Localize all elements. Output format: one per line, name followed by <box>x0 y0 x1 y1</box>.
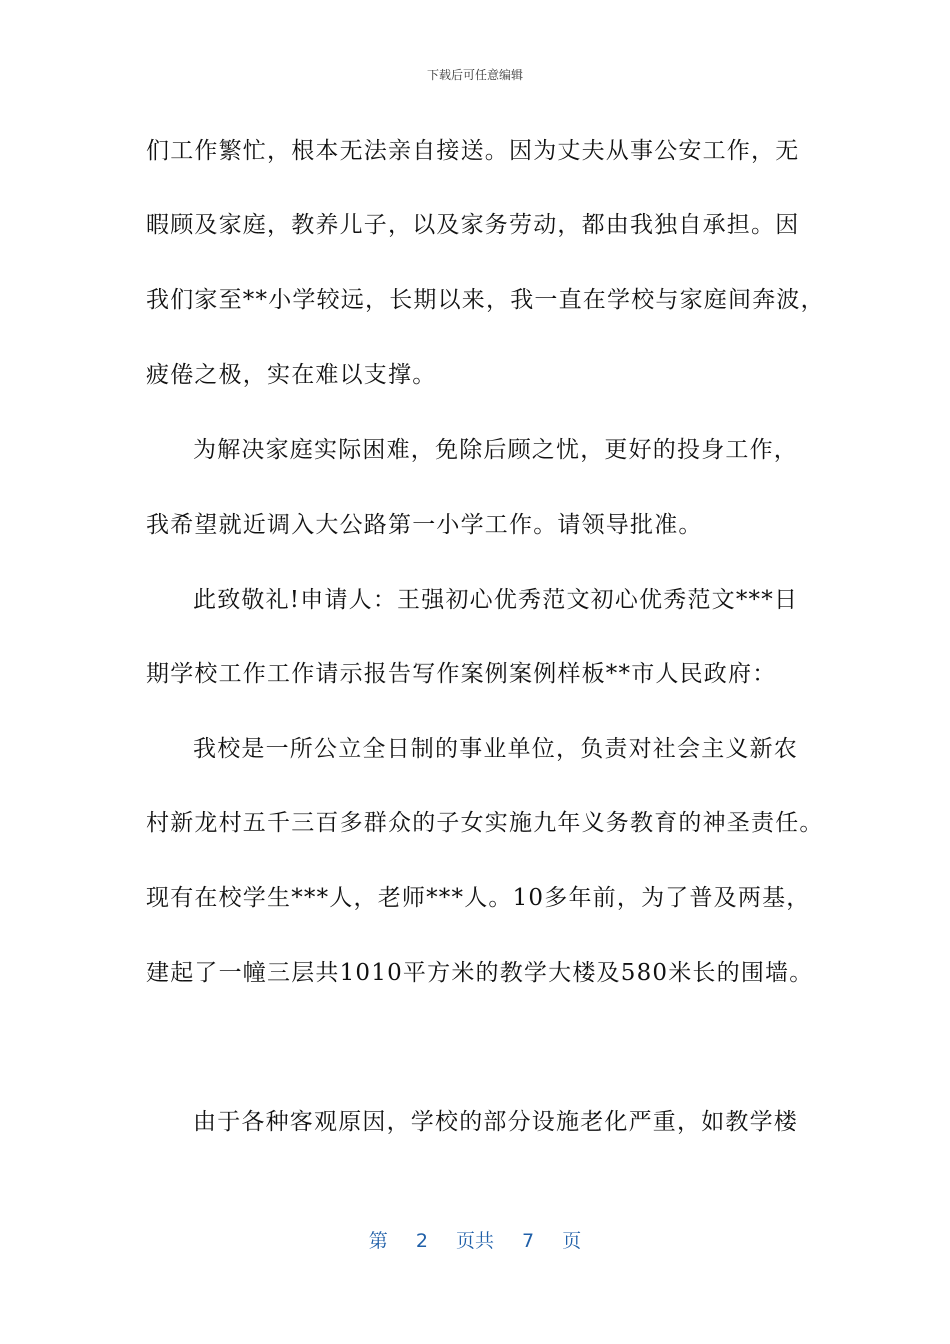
text-line: 现有在校学生***人，老师***人。10多年前，为了普及两基， <box>146 885 811 911</box>
page-label-prefix: 第 <box>368 1230 388 1252</box>
text-line: 疲倦之极，实在难以支撑。 <box>146 362 437 388</box>
text-line: 我希望就近调入大公路第一小学工作。请领导批准。 <box>146 512 703 538</box>
page-label-mid: 页共 <box>455 1230 494 1252</box>
current-page-number: 2 <box>415 1230 428 1252</box>
text-line: 为解决家庭实际困难，免除后顾之忧，更好的投身工作， <box>193 437 798 463</box>
page-label-suffix: 页 <box>562 1230 582 1252</box>
text-line: 们工作繁忙，根本无法亲自接送。因为丈夫从事公安工作，无 <box>146 138 800 164</box>
text-line: 期学校工作工作请示报告写作案例案例样板**市人民政府： <box>146 661 777 687</box>
text-line: 我们家至**小学较远，长期以来，我一直在学校与家庭间奔波， <box>146 287 825 313</box>
text-line: 我校是一所公立全日制的事业单位，负责对社会主义新农 <box>193 736 798 762</box>
page-footer <box>0 1226 950 1253</box>
text-line: 村新龙村五千三百多群众的子女实施九年义务教育的神圣责任。 <box>146 810 824 836</box>
text-line: 建起了一幢三层共1010平方米的教学大楼及580米长的围墙。 <box>146 960 814 986</box>
text-line: 此致敬礼!申请人：王强初心优秀范文初心优秀范文***日 <box>193 587 799 613</box>
total-pages-number: 7 <box>522 1230 535 1252</box>
text-line: 暇顾及家庭，教养儿子，以及家务劳动，都由我独自承担。因 <box>146 212 800 238</box>
text-line: 由于各种客观原因，学校的部分设施老化严重，如教学楼 <box>193 1109 798 1135</box>
page-header: 下载后可任意编辑 <box>426 68 523 82</box>
